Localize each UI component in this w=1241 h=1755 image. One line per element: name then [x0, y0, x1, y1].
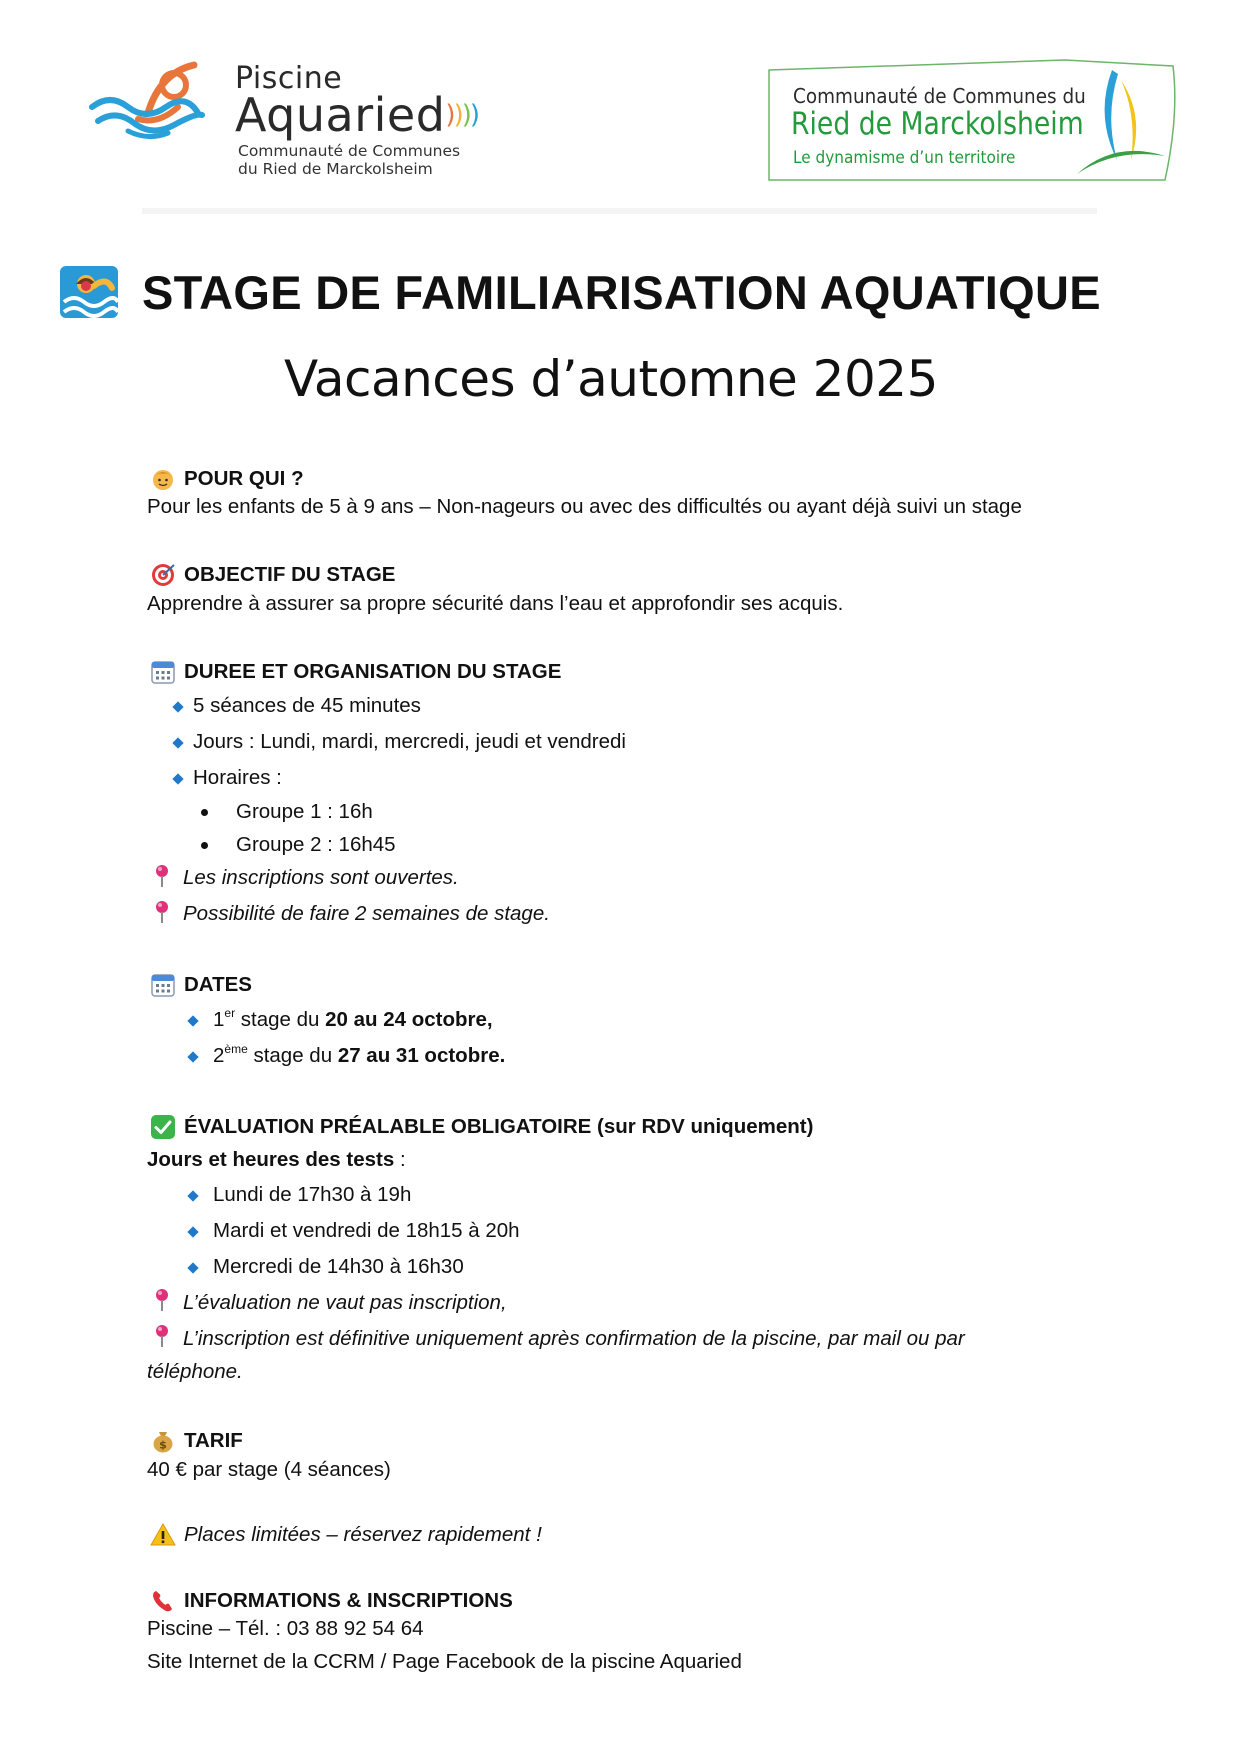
page-title: STAGE DE FAMILIARISATION AQUATIQUE [142, 265, 1101, 319]
phone-icon [150, 1588, 176, 1614]
pushpin-icon [153, 1288, 173, 1312]
swimmer-wave-logo-icon [88, 55, 238, 155]
pushpin-icon [153, 900, 173, 924]
diamond-bullet-icon [172, 773, 183, 784]
pour-qui-text: Pour les enfants de 5 à 9 ans – Non-nageurs ou avec des difficultés ou ayant déjà suivi un stage [147, 495, 1022, 518]
logo-aquaried-text: Aquaried)))) [235, 88, 479, 142]
duree-item: Jours : Lundi, mardi, mercredi, jeudi et vendredi [193, 730, 626, 753]
diamond-bullet-icon [187, 1015, 198, 1026]
diamond-bullet-icon [187, 1051, 198, 1062]
diamond-bullet-icon [187, 1262, 198, 1273]
logo-sub-line-2: du Ried de Marckolsheim [238, 160, 433, 178]
dates-heading: DATES [184, 973, 252, 996]
target-icon [150, 562, 176, 588]
duree-item: 5 séances de 45 minutes [193, 694, 421, 717]
note-evaluation: L’évaluation ne vaut pas inscription, [183, 1291, 507, 1314]
group-item: Groupe 1 : 16h [236, 800, 373, 823]
evaluation-heading: ÉVALUATION PRÉALABLE OBLIGATOIRE (sur RDV uniquement) [184, 1115, 814, 1138]
duree-heading: DUREE ET ORGANISATION DU STAGE [184, 660, 562, 683]
note-confirmation-cont: téléphone. [147, 1360, 243, 1383]
page-subtitle: Vacances d’automne 2025 [284, 350, 938, 408]
section-heading-tarif [150, 1428, 243, 1454]
section-heading-dates [150, 972, 252, 998]
warning-icon [150, 1522, 176, 1548]
diamond-bullet-icon [172, 701, 183, 712]
swimmer-icon [60, 266, 118, 318]
logo-piscine-text: Piscine [235, 61, 343, 96]
ccrm-logo-line-1: Communauté de Communes du [793, 84, 1086, 108]
header-divider [142, 208, 1097, 214]
round-bullet-icon [201, 842, 208, 849]
warning-row [150, 1522, 542, 1548]
duree-item: Horaires : [193, 766, 282, 789]
title-row [60, 262, 1101, 322]
child-face-icon [150, 466, 176, 492]
diamond-bullet-icon [172, 737, 183, 748]
section-heading-evaluation [150, 1114, 813, 1140]
date-item-2: 2ème stage du 27 au 31 octobre. [213, 1042, 506, 1067]
note-inscriptions: Les inscriptions sont ouvertes. [183, 866, 459, 889]
section-heading-infos [150, 1588, 513, 1614]
evaluation-subheading: Jours et heures des tests : [147, 1148, 406, 1171]
infos-phone: Piscine – Tél. : 03 88 92 54 64 [147, 1617, 424, 1640]
calendar-icon [150, 659, 176, 685]
evaluation-item: Mardi et vendredi de 18h15 à 20h [213, 1219, 520, 1242]
money-bag-icon [150, 1428, 176, 1454]
objectif-text: Apprendre à assurer sa propre sécurité dans l’eau et approfondir ses acquis. [147, 592, 844, 615]
svg-text:$: $ [159, 1438, 167, 1452]
check-icon [150, 1114, 176, 1140]
pushpin-icon [153, 864, 173, 888]
infos-heading: INFORMATIONS & INSCRIPTIONS [184, 1589, 513, 1612]
infos-web: Site Internet de la CCRM / Page Facebook de la piscine Aquaried [147, 1650, 742, 1673]
section-heading-duree [150, 659, 561, 685]
ccrm-logo-line-2: Ried de Marckolsheim [791, 106, 1084, 142]
ccrm-logo [765, 56, 1185, 184]
logo-sub-line-1: Communauté de Communes [238, 142, 461, 160]
diamond-bullet-icon [187, 1190, 198, 1201]
piscine-aquaried-logo [88, 55, 478, 185]
evaluation-item: Lundi de 17h30 à 19h [213, 1183, 412, 1206]
evaluation-item: Mercredi de 14h30 à 16h30 [213, 1255, 464, 1278]
pushpin-icon [153, 1324, 173, 1348]
tarif-text: 40 € par stage (4 séances) [147, 1458, 391, 1481]
warning-text: Places limitées – réservez rapidement ! [184, 1523, 542, 1546]
calendar-icon [150, 972, 176, 998]
note-possibilite: Possibilité de faire 2 semaines de stage. [183, 902, 550, 925]
pour-qui-heading: POUR QUI ? [184, 467, 304, 490]
note-confirmation: L’inscription est définitive uniquement après confirmation de la piscine, par mail ou par [183, 1327, 965, 1350]
round-bullet-icon [201, 809, 208, 816]
date-item-1: 1er stage du 20 au 24 octobre, [213, 1006, 493, 1031]
tarif-heading: TARIF [184, 1429, 243, 1452]
group-item: Groupe 2 : 16h45 [236, 833, 396, 856]
section-heading-pour-qui [150, 466, 304, 492]
ccrm-logo-tagline: Le dynamisme d’un territoire [793, 148, 1016, 168]
diamond-bullet-icon [187, 1226, 198, 1237]
objectif-heading: OBJECTIF DU STAGE [184, 563, 396, 586]
section-heading-objectif [150, 562, 395, 588]
